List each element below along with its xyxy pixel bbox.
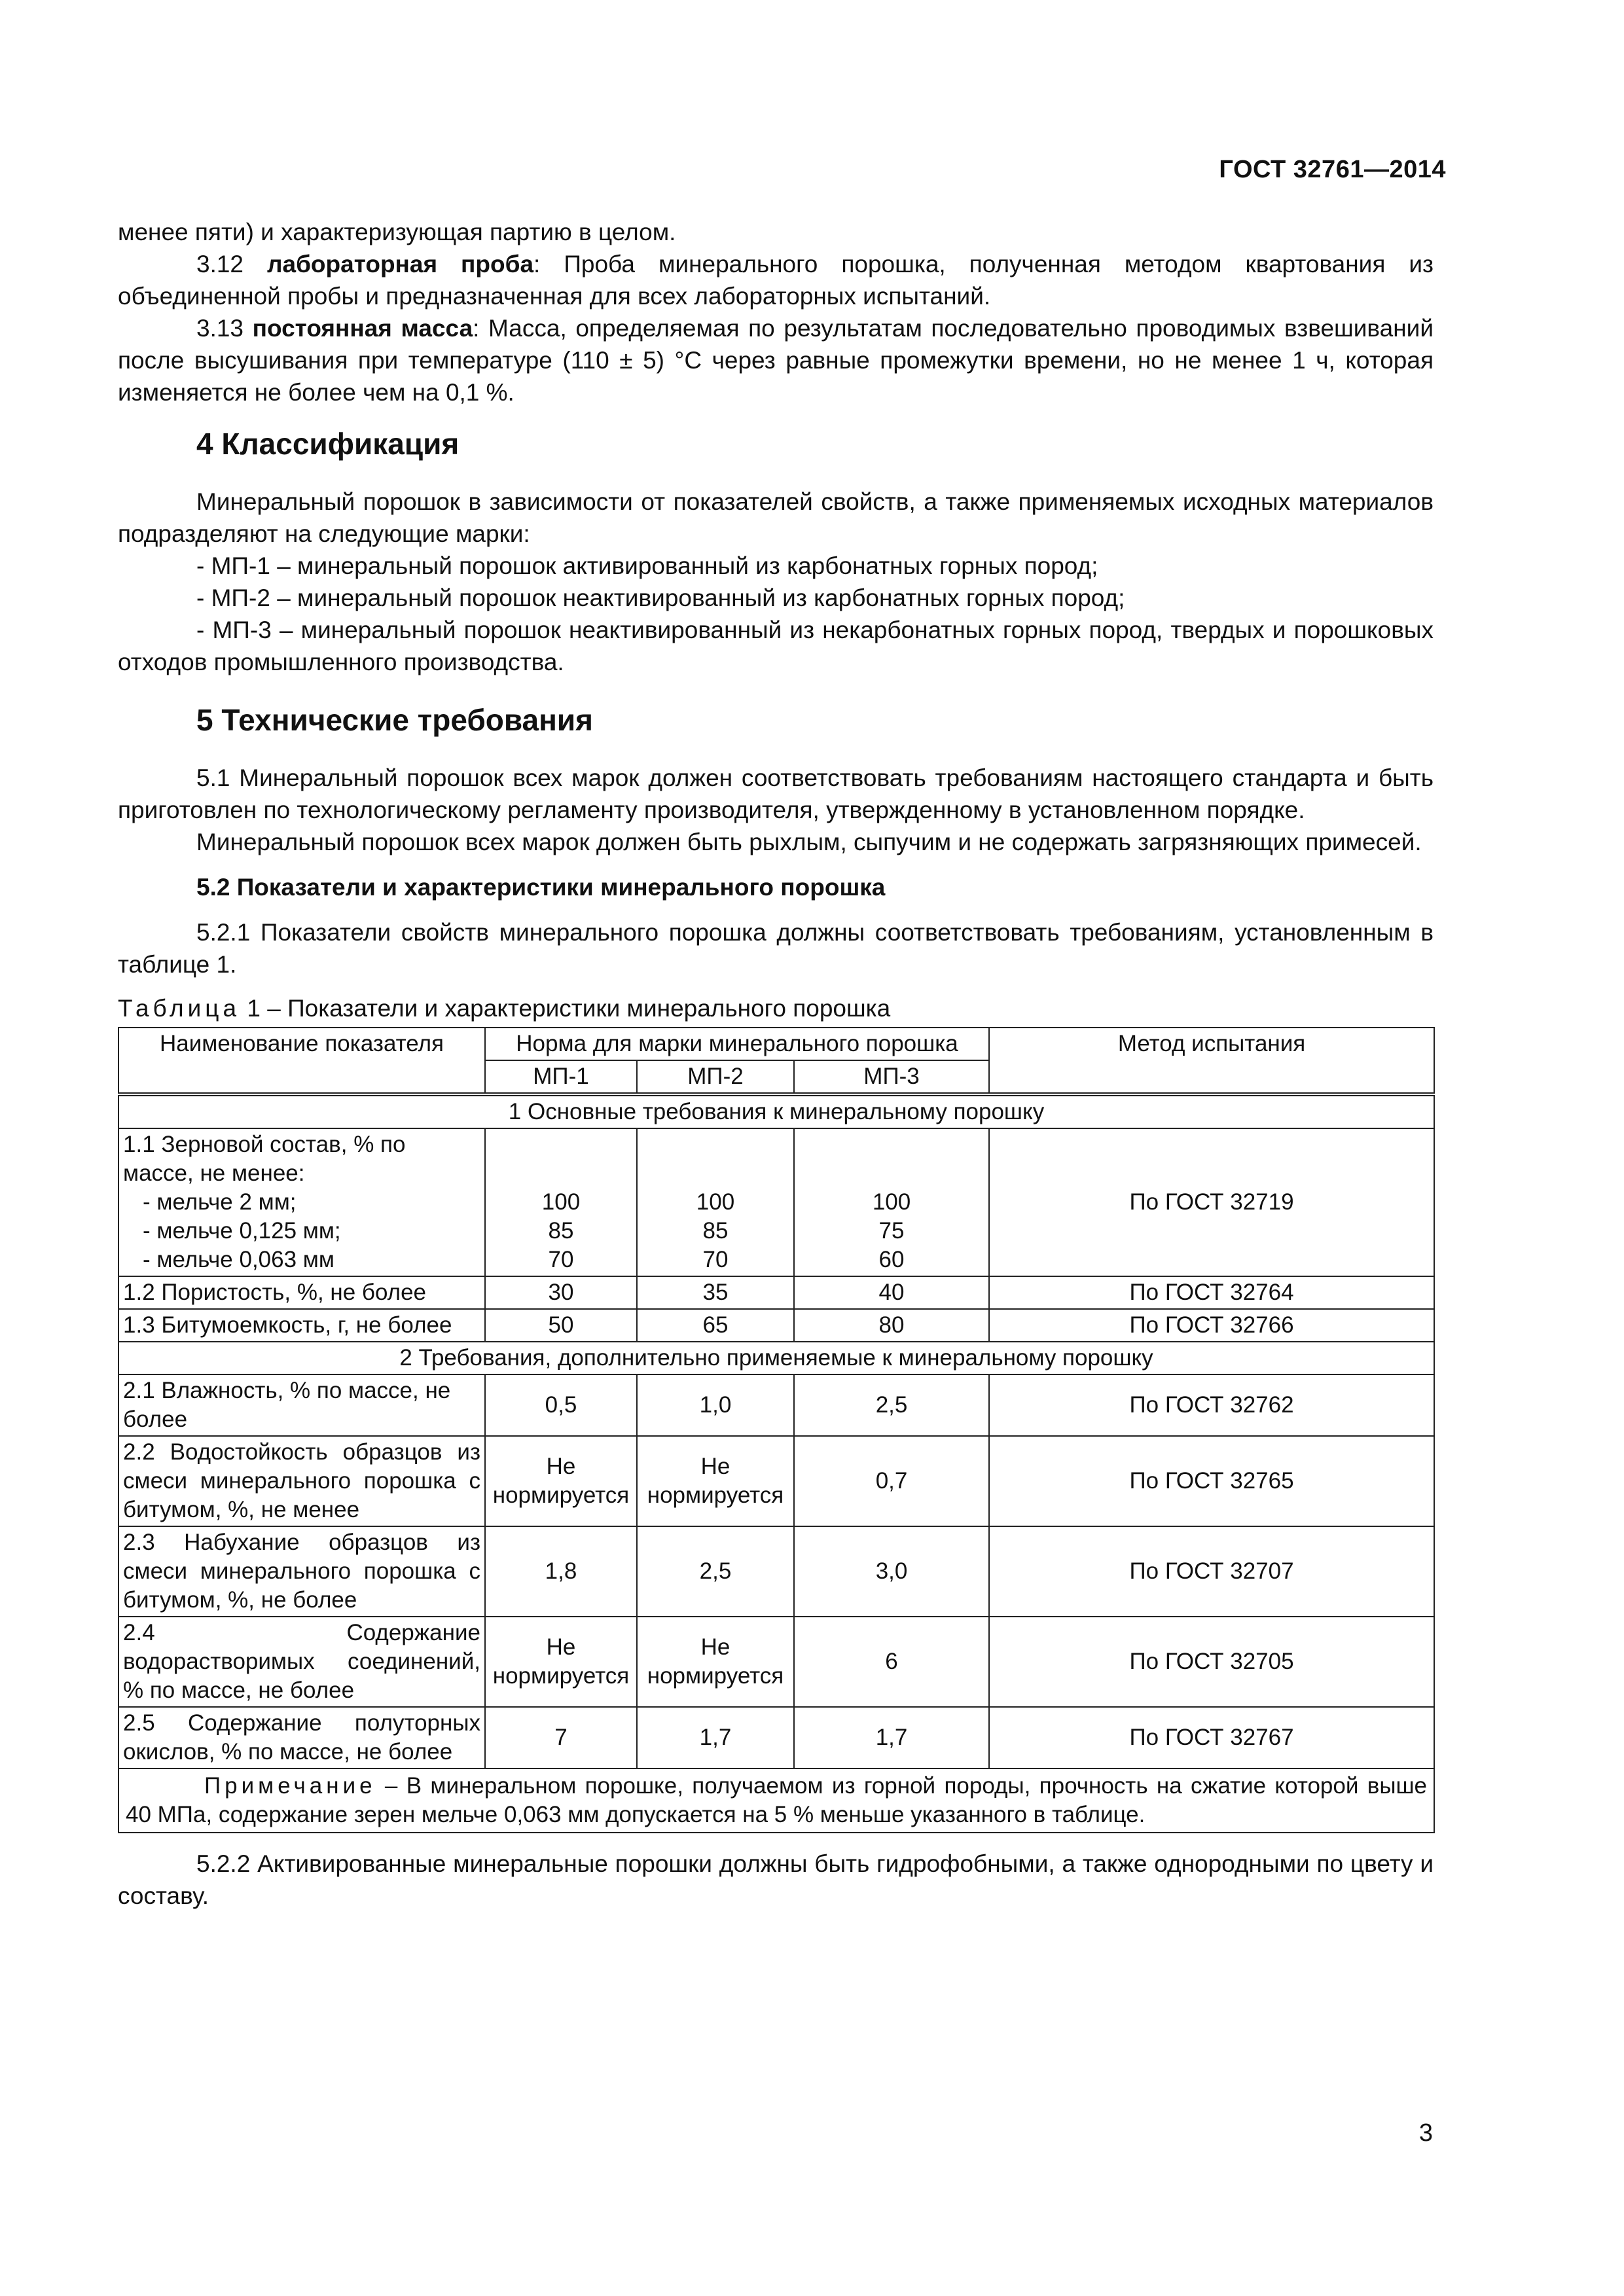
value-mp3: 1,7	[794, 1707, 989, 1768]
value: 70	[702, 1247, 729, 1272]
test-method: По ГОСТ 32765	[989, 1436, 1434, 1526]
definition-number: 3.13	[196, 315, 253, 342]
value: 85	[548, 1218, 574, 1244]
value: 75	[878, 1218, 905, 1244]
grade-list-item: - МП-2 – минеральный порошок неактивированный из карбонатных горных пород;	[196, 584, 1125, 611]
value: 85	[702, 1218, 729, 1244]
test-method: По ГОСТ 32762	[989, 1374, 1434, 1436]
paragraph-5-2-1: 5.2.1 Показатели свойств минерального порошка должны соответствовать требованиям, установленным в таблице 1.	[118, 919, 1434, 978]
value-mp1: 7	[485, 1707, 637, 1768]
table-group-1: 1 Основные требования к минеральному порошку	[118, 1094, 1434, 1128]
value-mp2: Не нормируется	[637, 1436, 794, 1526]
value-mp2: Не нормируется	[637, 1617, 794, 1707]
table-row	[118, 1526, 1434, 1617]
test-method: По ГОСТ 32767	[989, 1707, 1434, 1768]
definition-text: : Масса, определяемая по результатам последовательно проводимых взвешиваний после высушивания при температуре (110 ± 5) °С через равные промежутки времени, но не менее 1 ч, которая изменяется не более чем на 0,1 %.	[118, 315, 1434, 406]
definition-3-12	[118, 248, 1434, 312]
row-label-sub: - мельче 2 мм;	[143, 1189, 297, 1215]
definition-number: 3.12	[196, 251, 267, 278]
table-row	[118, 1374, 1434, 1436]
value-mp3: 80	[794, 1309, 989, 1342]
table-row	[118, 1128, 1434, 1276]
value: 100	[696, 1189, 735, 1215]
value-mp2: 1,7	[637, 1707, 794, 1768]
value-mp2: 2,5	[637, 1526, 794, 1617]
value-mp3: 6	[794, 1617, 989, 1707]
value-mp3: 0,7	[794, 1436, 989, 1526]
row-label: 1.2 Пористость, %, не более	[118, 1276, 485, 1309]
row-label: 2.3 Набухание образцов из смеси минерального порошка с битумом, %, не более	[118, 1526, 485, 1617]
table-note	[118, 1768, 1434, 1833]
table-row	[118, 1436, 1434, 1526]
requirements-table	[118, 1027, 1435, 1833]
value: 100	[541, 1189, 581, 1215]
row-label: 2.4 Содержание водорастворимых соединений, % по массе, не более	[118, 1617, 485, 1707]
table-caption	[118, 992, 1434, 1024]
value-mp3: 3,0	[794, 1526, 989, 1617]
header-grade-mp1: МП-1	[485, 1060, 637, 1094]
value-mp2: 35	[637, 1276, 794, 1309]
table-group-2: 2 Требования, дополнительно применяемые к минеральному порошку	[118, 1342, 1434, 1374]
value-mp1: Не нормируется	[485, 1617, 637, 1707]
table-row	[118, 1617, 1434, 1707]
table-note-word: Примечание	[204, 1773, 376, 1799]
grade-list-item: - МП-3 – минеральный порошок неактивированный из некарбонатных горных пород, твердых и порошковых отходов промышленного производства.	[118, 617, 1434, 675]
value-mp1: 50	[485, 1309, 637, 1342]
table-row	[118, 1276, 1434, 1309]
table-row	[118, 1309, 1434, 1342]
definition-continuation: менее пяти) и характеризующая партию в целом.	[118, 219, 676, 245]
section-5-title: 5 Технические требования	[196, 703, 593, 737]
row-label: 2.5 Содержание полуторных окислов, % по массе, не более	[118, 1707, 485, 1768]
test-method: По ГОСТ 32719	[989, 1128, 1434, 1276]
value-mp1	[485, 1128, 637, 1276]
row-label-sub: - мельче 0,063 мм	[143, 1247, 334, 1272]
test-method: По ГОСТ 32705	[989, 1617, 1434, 1707]
value: 100	[872, 1189, 911, 1215]
value-mp1: 30	[485, 1276, 637, 1309]
value-mp3	[794, 1128, 989, 1276]
value: 60	[878, 1247, 905, 1272]
value-mp2: 65	[637, 1309, 794, 1342]
paragraph-5-2-2: 5.2.2 Активированные минеральные порошки должны быть гидрофобными, а также однородными по цвету и составу.	[118, 1850, 1434, 1909]
subsection-5-2-title: 5.2 Показатели и характеристики минерального порошка	[196, 874, 886, 901]
header-indicator-name: Наименование показателя	[118, 1028, 485, 1094]
value-mp1: 0,5	[485, 1374, 637, 1436]
test-method: По ГОСТ 32707	[989, 1526, 1434, 1617]
table-caption-text: 1 – Показатели и характеристики минерального порошка	[240, 995, 891, 1022]
row-label-sub: - мельче 0,125 мм;	[143, 1218, 341, 1244]
row-label	[118, 1128, 485, 1276]
test-method: По ГОСТ 32764	[989, 1276, 1434, 1309]
value-mp2: 1,0	[637, 1374, 794, 1436]
page-number: 3	[1418, 2119, 1433, 2147]
definition-3-13	[118, 312, 1434, 408]
section-4-intro: Минеральный порошок в зависимости от показателей свойств, а также применяемых исходных материалов подразделяют на следующие марки:	[118, 488, 1434, 547]
table-row	[118, 1707, 1434, 1768]
value-mp1: 1,8	[485, 1526, 637, 1617]
row-label: 2.1 Влажность, % по массе, не более	[118, 1374, 485, 1436]
header-grade-mp2: МП-2	[637, 1060, 794, 1094]
value-mp3: 2,5	[794, 1374, 989, 1436]
value-mp2	[637, 1128, 794, 1276]
row-label-main: 1.1 Зерновой состав, % по массе, не менее:	[123, 1132, 406, 1186]
header-test-method: Метод испытания	[989, 1028, 1434, 1094]
document-id-header: ГОСТ 32761—2014	[1219, 156, 1446, 183]
value: 70	[548, 1247, 574, 1272]
value-mp3: 40	[794, 1276, 989, 1309]
header-grade-norm: Норма для марки минерального порошка	[485, 1028, 989, 1060]
table-note-text: – В минеральном порошке, получаемом из горной породы, прочность на сжатие которой выше 40 МПа, содержание зерен мельче 0,063 мм допускается на 5 % меньше указанного в таблице.	[126, 1773, 1428, 1827]
definition-text: : Проба минерального порошка, полученная методом квартования из объединенной пробы и предназначенная для всех лабораторных испытаний.	[118, 251, 1434, 310]
definition-term: постоянная масса	[252, 315, 473, 342]
definition-term: лабораторная проба	[267, 251, 534, 278]
row-label: 1.3 Битумоемкость, г, не более	[118, 1309, 485, 1342]
value-mp1: Не нормируется	[485, 1436, 637, 1526]
page-content	[118, 216, 1434, 1912]
paragraph-5-1-continued: Минеральный порошок всех марок должен быть рыхлым, сыпучим и не содержать загрязняющих примесей.	[196, 829, 1422, 855]
test-method: По ГОСТ 32766	[989, 1309, 1434, 1342]
section-4-title: 4 Классификация	[196, 427, 460, 461]
paragraph-5-1: 5.1 Минеральный порошок всех марок должен соответствовать требованиям настоящего стандарта и быть приготовлен по технологическому регламенту производителя, утвержденному в установленном порядке.	[118, 764, 1434, 823]
table-caption-word: Таблица	[118, 995, 241, 1022]
row-label: 2.2 Водостойкость образцов из смеси минерального порошка с битумом, %, не менее	[118, 1436, 485, 1526]
header-grade-mp3: МП-3	[794, 1060, 989, 1094]
grade-list-item: - МП-1 – минеральный порошок активированный из карбонатных горных пород;	[196, 552, 1098, 579]
